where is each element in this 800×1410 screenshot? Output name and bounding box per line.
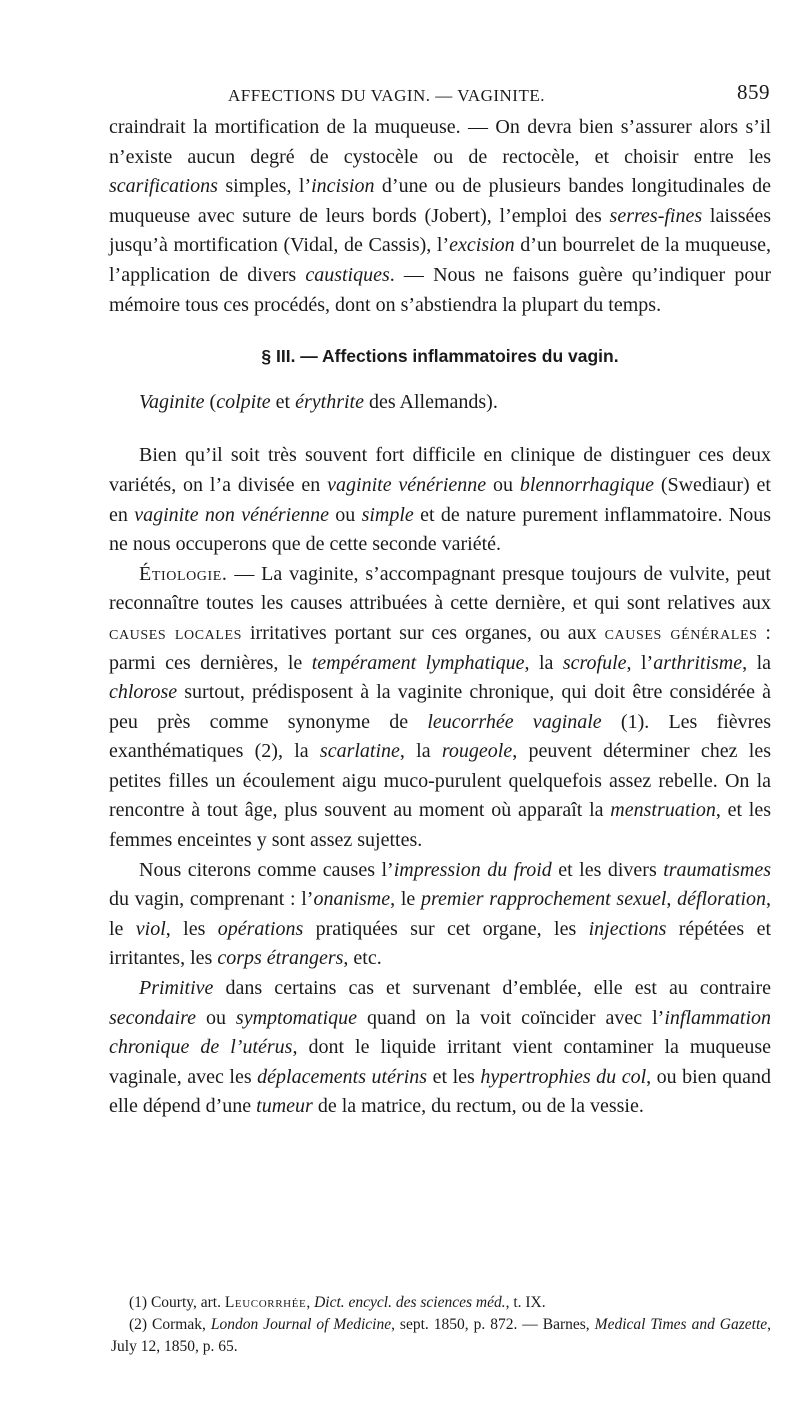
text-run: : parmi ces dernières, le bbox=[109, 621, 771, 674]
text-run: craindrait la mortification de la muqueuse. — On devra bien s’assurer alors s’il n’existe aucun degré de cystocèle ou de rectocèle, et choisir entre les bbox=[109, 116, 771, 168]
text-run: , le bbox=[109, 888, 772, 940]
text-run: Bien qu’il soit très souvent fort difficile en clinique de distinguer ces deux variétés, on l’a divisée en bbox=[109, 444, 771, 496]
italic-term: traumatismes bbox=[663, 858, 771, 881]
small-caps-term: causes générales bbox=[604, 621, 758, 644]
text-run: , peuvent déterminer chez les petites filles un écoulement aigu muco-purulent quelquefois assez rebelle. On la rencontre à tout âge, plus souvent au moment où apparaît la bbox=[109, 740, 771, 822]
text-run: ou bbox=[196, 1006, 236, 1029]
text-run: pratiquées sur cet organe, les bbox=[303, 917, 589, 940]
italic-term: opérations bbox=[217, 917, 304, 940]
italic-term: vaginite vénérienne bbox=[327, 473, 487, 496]
italic-term: Dict. encycl. des sciences méd. bbox=[314, 1294, 506, 1311]
text-run: , ou bien quand elle dépend d’une bbox=[109, 1065, 772, 1118]
section-heading: § III. — Affections inflammatoires du vagin. bbox=[261, 346, 619, 367]
text-run: de la matrice, du rectum, ou de la vessie. bbox=[312, 1095, 644, 1118]
running-head: AFFECTIONS DU VAGIN. — VAGINITE. bbox=[228, 86, 545, 105]
text-run: laissées jusqu’à mortification (Vidal, de Cassis), l’ bbox=[109, 204, 772, 257]
paragraph-causes bbox=[109, 856, 771, 974]
italic-term: injections bbox=[588, 917, 667, 940]
text-run: ou bbox=[328, 503, 362, 526]
italic-term: incision bbox=[311, 175, 375, 198]
text-run: des Allemands). bbox=[363, 390, 498, 413]
page-number: 859 bbox=[737, 80, 770, 104]
italic-term: tempérament lymphatique bbox=[311, 651, 525, 674]
text-run: d’une ou de plusieurs bandes longitudinales de muqueuse avec suture de leurs bords (Jobert), l’emploi des bbox=[109, 175, 771, 227]
italic-term: hypertrophies du col bbox=[480, 1065, 647, 1088]
text-run: , dont le liquide irritant vient contaminer la muqueuse vaginale, avec les bbox=[109, 1036, 771, 1088]
text-run: , l’ bbox=[626, 651, 654, 674]
italic-term: tumeur bbox=[256, 1095, 313, 1118]
text-run: , la bbox=[524, 651, 563, 674]
italic-term: chlorose bbox=[109, 681, 178, 704]
text-run: et de nature purement inflammatoire. Nous ne nous occuperons que de cette seconde variété. bbox=[109, 503, 771, 556]
text-run: Nous citerons comme causes l’ bbox=[139, 858, 394, 881]
page-header bbox=[110, 80, 770, 110]
footnotes bbox=[111, 1292, 771, 1358]
text-run: (1). Les fièvres exanthématiques (2), la bbox=[109, 710, 771, 763]
italic-term: inflammation chronique de l’utérus bbox=[109, 1006, 771, 1059]
text-run: — La vaginite, s’accompagnant presque toujours de vulvite, peut reconnaître toutes les causes attribuées à cette dernière, et qui sont relatives aux bbox=[109, 562, 771, 615]
paragraph-etiology bbox=[109, 560, 771, 856]
text-run: dans certains cas et survenant d’emblée, elle est au contraire bbox=[213, 977, 771, 1000]
text-run: irritatives portant sur ces organes, ou aux bbox=[242, 621, 605, 644]
italic-term: scarifications bbox=[109, 175, 218, 198]
italic-term: blennorrhagique bbox=[519, 473, 654, 496]
italic-term: scarlatine bbox=[319, 740, 400, 763]
italic-term: caustiques bbox=[305, 263, 390, 286]
text-run: (Swediaur) et en bbox=[109, 473, 771, 526]
italic-term: corps étrangers bbox=[217, 947, 344, 970]
text-run: surtout, prédisposent à la vaginite chronique, qui doit être considérée à peu près comme synonyme de bbox=[109, 681, 771, 733]
italic-term: arthritisme bbox=[653, 651, 743, 674]
main-text bbox=[109, 113, 771, 1122]
text-run: répétées et irritantes, les bbox=[109, 917, 771, 970]
text-run: . — Nous ne faisons guère qu’indiquer pour mémoire tous ces procédés, dont on s’abstiendra la plupart du temps. bbox=[109, 263, 772, 316]
paragraph-primitive bbox=[109, 974, 771, 1122]
text-run: , bbox=[666, 888, 678, 911]
small-caps-term: Étiologie. bbox=[139, 562, 228, 585]
small-caps-term: causes locales bbox=[109, 621, 243, 644]
italic-term: menstruation bbox=[610, 799, 716, 822]
italic-term: vaginite non vénérienne bbox=[134, 503, 329, 526]
italic-term: impression du froid bbox=[393, 858, 552, 881]
subsection-title bbox=[109, 388, 771, 418]
text-run: ou bbox=[486, 473, 520, 496]
italic-term: scrofule bbox=[562, 651, 627, 674]
footnote-1 bbox=[111, 1292, 771, 1314]
small-caps-term: Leucorrhée bbox=[224, 1294, 307, 1311]
text-run: , t. IX. bbox=[505, 1294, 546, 1311]
italic-term: symptomatique bbox=[235, 1006, 358, 1029]
text-run: , et les femmes enceintes y sont assez sujettes. bbox=[109, 799, 771, 852]
text-run: (2) Cormak, bbox=[129, 1316, 211, 1333]
text-run: , bbox=[306, 1294, 315, 1311]
text-run: du vagin, comprenant : l’ bbox=[109, 888, 314, 911]
italic-term: leucorrhée vaginale bbox=[427, 710, 602, 733]
italic-term: Medical Times and Gazette bbox=[594, 1316, 768, 1333]
italic-term: défloration bbox=[677, 888, 767, 911]
italic-term: onanisme bbox=[313, 888, 391, 911]
italic-term: rougeole bbox=[441, 740, 513, 763]
text-run: , July 12, 1850, p. 65. bbox=[111, 1316, 772, 1355]
text-run: et les bbox=[427, 1065, 481, 1088]
italic-term: excision bbox=[449, 234, 515, 257]
italic-term: simple bbox=[361, 503, 414, 526]
text-run: et bbox=[270, 390, 296, 413]
italic-term: viol bbox=[135, 917, 166, 940]
text-run: d’un bourrelet de la muqueuse, l’application de divers bbox=[109, 234, 771, 286]
italic-term: Primitive bbox=[139, 977, 214, 1000]
text-run: , la bbox=[399, 740, 442, 763]
italic-term: Vaginite bbox=[139, 390, 205, 413]
text-run: , les bbox=[165, 917, 218, 940]
text-run: et les divers bbox=[551, 858, 664, 881]
text-run: , le bbox=[390, 888, 421, 911]
text-run: simples, l’ bbox=[217, 175, 312, 198]
text-run: ( bbox=[204, 390, 217, 413]
italic-term: déplacements utérins bbox=[257, 1065, 428, 1088]
text-run: quand on la voit coïncider avec l’ bbox=[357, 1006, 665, 1029]
italic-term: érythrite bbox=[295, 390, 364, 413]
text-run: , la bbox=[742, 651, 771, 674]
text-run: , etc. bbox=[343, 947, 382, 970]
italic-term: premier rapprochement sexuel bbox=[420, 888, 667, 911]
italic-term: secondaire bbox=[109, 1006, 197, 1029]
paragraph-varieties bbox=[109, 441, 771, 559]
footnote-2 bbox=[111, 1314, 771, 1358]
text-run: , sept. 1850, p. 872. — Barnes, bbox=[391, 1316, 595, 1333]
italic-term: serres-fines bbox=[609, 204, 703, 227]
paragraph-continuation bbox=[109, 113, 771, 320]
italic-term: London Journal of Medicine bbox=[210, 1316, 392, 1333]
italic-term: colpite bbox=[216, 390, 271, 413]
text-run: (1) Courty, art. bbox=[129, 1294, 225, 1311]
